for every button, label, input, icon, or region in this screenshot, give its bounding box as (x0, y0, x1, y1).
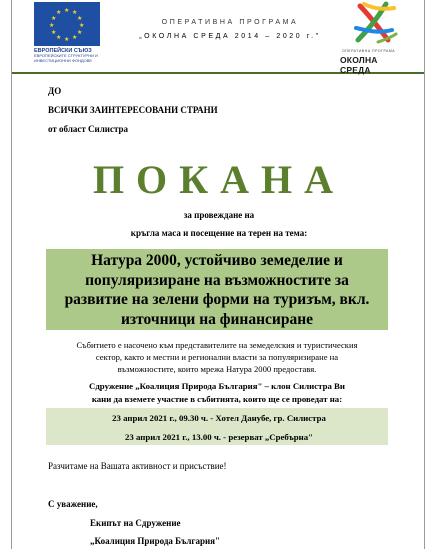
association-invite (46, 380, 388, 406)
signature-team: Екипът на Сдружение (90, 518, 181, 528)
intro-line1: за провеждане на (183, 210, 255, 220)
recipient-to: ДО (48, 86, 62, 96)
description-line3: възможностите, които мрежа Натура 2000 предоставя. (117, 364, 317, 374)
topic-line1: Натура 2000, устойчиво земеделие и (91, 252, 343, 269)
association-line2: кани да вземете участие в събитията, които ще се проведат на: (91, 394, 343, 404)
eu-flag-icon: ★ ★ ★ ★ ★ ★ ★ ★ ★ ★ ★ ★ (34, 2, 100, 46)
okolna-sreda-caption: ОКОЛНА СРЕДА (340, 55, 378, 75)
recipient-all: ВСИЧКИ ЗАИНТЕРЕСОВАНИ СТРАНИ (48, 105, 218, 115)
document-title: ПОКАНА (92, 157, 346, 202)
recipient-region: от област Силистра (48, 124, 128, 134)
description-line1: Събитието е насочено към представителите на земеделския и туристическия (76, 340, 358, 350)
eu-funds-label: ЕВРОПЕЙСКИТЕ СТРУКТУРНИ И ИНВЕСТИЦИОННИ ФОНДОВЕ (34, 53, 98, 63)
topic-box (46, 249, 388, 330)
description (46, 339, 388, 375)
signature-regards: С уважение, (48, 499, 98, 509)
topic-line2: популяризиране на възможностите за (85, 271, 349, 289)
okolna-sreda-mark-icon (338, 0, 410, 50)
eu-name: ЕВРОПЕЙСКИ СЪЮЗ (34, 48, 92, 54)
closing-line: Разчитаме на Вашата активност и присъствие! (48, 461, 227, 471)
topic-line4: източници на финансиране (120, 310, 314, 328)
programme-line1: ОПЕРАТИВНА ПРОГРАМА (161, 19, 299, 26)
okolna-sreda-logo (338, 0, 410, 75)
signature-org: „Коалиция Природа България" (90, 536, 221, 546)
programme-title (130, 16, 330, 44)
intro-line2: кръгла маса и посещение на терен на тема: (130, 228, 308, 238)
topic-line3: развитие на зелени форми на туризъм, вкл. (64, 291, 370, 308)
okolna-sreda-small-label: ОПЕРАТИВНА ПРОГРАМА (342, 49, 396, 53)
association-line1: Сдружение „Коалиция Природа България" – клон Силистра Ви (89, 381, 345, 391)
event-first: 23 април 2021 г., 09.30 ч. - Хотел Данубе, гр. Силистра (112, 413, 326, 423)
programme-line2: „ОКОЛНА СРЕДА 2014 – 2020 г." (139, 33, 321, 40)
eu-logo (28, 2, 108, 63)
description-line2: сектор, както и местни и регионални власти за популяризиране на (95, 352, 339, 362)
document-page (11, 0, 425, 549)
page-header (12, 0, 424, 74)
event-second: 23 април 2021 г., 13.00 ч. - резерват „Сребърна" (125, 432, 313, 442)
